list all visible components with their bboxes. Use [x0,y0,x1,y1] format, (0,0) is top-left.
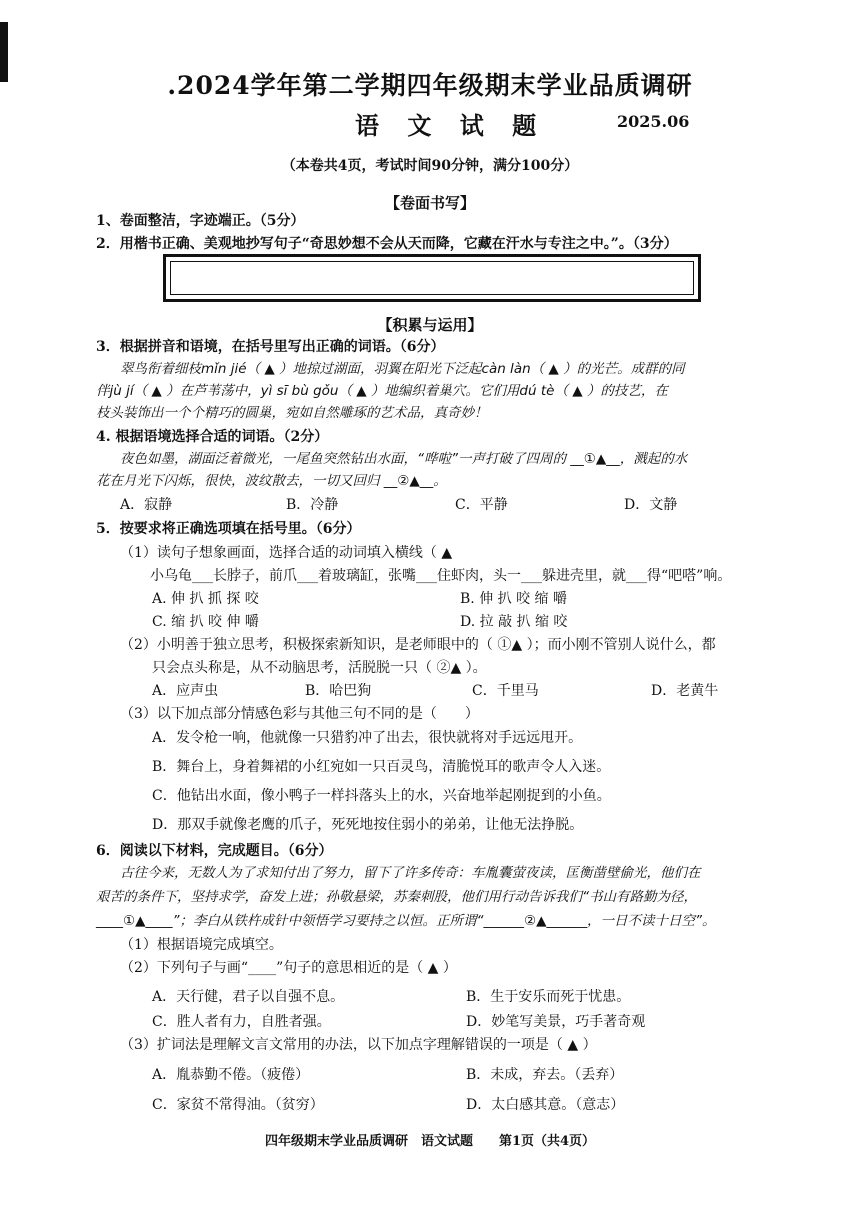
question-5-part-2-line-2: 只会点头称是，从不动脑思考，活脱脱一只（ ②▲ ）。 [152,660,487,676]
question-4-option-a[interactable]: A．寂静 [120,497,173,513]
question-5-3-option-a[interactable]: A．发令枪一响，他就像一只猎豹冲了出去，很快就将对手远远甩开。 [152,730,583,746]
question-5-1-option-b[interactable]: B. 伸 扒 咬 缩 嚼 [460,591,567,607]
question-6-2-option-a[interactable]: A．天行健，君子以自强不息。 [152,989,345,1005]
question-2: 2．用楷书正确、美观地抄写句子“奇思妙想不会从天而降，它藏在汗水与专注之中。”。（3分） [96,236,678,252]
question-6-sub-2: （2）下列句子与画“____”句子的意思相近的是（ ▲ ） [120,960,457,976]
exam-subject: 语 文 试 题 [355,111,547,140]
section-accumulation: 【积累与运用】 [377,316,483,334]
question-5-part-3: （3）以下加点部分情感色彩与其他三句不同的是（ ） [120,706,479,722]
question-5-part-1-text: 小乌龟___长脖子，前爪___着玻璃缸，张嘴___住虾肉，头一___躲进壳里，就___得“吧嗒”响。 [150,568,732,584]
question-6-line-2: 艰苦的条件下，坚持求学，奋发上进；孙敬悬梁，苏秦刺股，他们用行动告诉我们“书山有路勤为径， [96,889,697,905]
question-5-3-option-c[interactable]: C．他钻出水面，像小鸭子一样抖落头上的水，兴奋地举起刚捉到的小鱼。 [152,788,611,804]
question-6-line-1: 古往今来，无数人为了求知付出了努力，留下了许多传奇：车胤囊萤夜读，匡衡凿壁偷光，他们在 [120,865,701,881]
page-footer: 四年级期末学业品质调研 语文试题 第1页（共4页） [264,1134,596,1149]
question-6-sub-3: （3）扩词法是理解文言文常用的办法，以下加点字理解错误的一项是（ ▲ ） [120,1037,597,1053]
question-5-part-1: （1）读句子想象画面，选择合适的动词填入横线（ ▲ [120,545,453,561]
question-3-line-3: 枝头装饰出一个个精巧的圆巢，宛如自然雕琢的艺术品，真奇妙！ [96,405,488,421]
exam-title: .2024学年第二学期四年级期末学业品质调研 [167,71,693,100]
section-handwriting: 【卷面书写】 [384,194,475,212]
question-6-3-option-a[interactable]: A．胤恭勤不倦。（疲倦） [152,1067,310,1083]
question-4-option-b[interactable]: B．冷静 [286,497,339,513]
question-5-2-option-a[interactable]: A．应声虫 [152,683,219,699]
question-5-2-option-b[interactable]: B．哈巴狗 [305,683,372,699]
question-4-line-1: 夜色如墨，湖面泛着微光，一尾鱼突然钻出水面，“哗啦”一声打破了四周的 __①▲__，溅起的水 [120,451,688,467]
question-3-line-1: 翠鸟衔着细枝mǐn jié（ ▲ ）地掠过湖面，羽翼在阳光下泛起càn làn（ ▲ ）的光芒。成群的同 [120,361,685,377]
copy-writing-box[interactable] [163,254,701,302]
question-6-stem: 6．阅读以下材料，完成题目。（6分） [96,843,333,859]
question-5-3-option-d[interactable]: D．那双手就像老鹰的爪子，死死地按住弱小的弟弟，让他无法挣脱。 [152,817,584,833]
question-6-2-option-b[interactable]: B．生于安乐而死于忧患。 [466,989,631,1005]
question-6-2-option-d[interactable]: D．妙笔写美景，巧手著奇观 [466,1014,646,1030]
question-3-stem: 3．根据拼音和语境，在括号里写出正确的词语。（6分） [96,339,445,355]
question-5-3-option-b[interactable]: B．舞台上，身着舞裙的小红宛如一只百灵鸟，清脆悦耳的歌声令人入迷。 [152,759,611,775]
question-6-line-3: ____①▲____”；李白从铁杵成针中领悟学习要持之以恒。正所谓“______②▲______，一日不读十日空”。 [96,913,716,929]
question-5-2-option-c[interactable]: C．千里马 [472,683,539,699]
question-6-3-option-b[interactable]: B．未成，弃去。（丢弃） [466,1067,624,1083]
question-5-part-2-line-1: （2）小明善于独立思考，积极探索新知识，是老师眼中的（ ①▲ ）；而小刚不管别人说什么，都 [120,637,716,653]
question-5-1-option-a[interactable]: A. 伸 扒 抓 探 咬 [152,591,259,607]
question-1: 1、卷面整洁，字迹端正。（5分） [96,213,305,229]
question-6-sub-1: （1）根据语境完成填空。 [120,937,283,953]
question-6-3-option-c[interactable]: C．家贫不常得油。（贫穷） [152,1097,324,1113]
exam-note: （本卷共4页，考试时间90分钟，满分100分） [281,158,579,174]
question-4-option-c[interactable]: C．平静 [455,497,508,513]
question-6-2-option-c[interactable]: C．胜人者有力，自胜者强。 [152,1014,331,1030]
question-5-1-option-d[interactable]: D. 拉 敲 扒 缩 咬 [460,614,568,630]
question-5-2-option-d[interactable]: D．老黄牛 [651,683,719,699]
question-5-stem: 5．按要求将正确选项填在括号里。（6分） [96,521,361,537]
question-4-stem: 4. 根据语境选择合适的词语。（2分） [96,429,329,445]
question-4-line-2: 花在月光下闪烁，很快，波纹散去，一切又回归 __②▲__。 [96,473,447,489]
question-4-option-d[interactable]: D．文静 [624,497,678,513]
question-6-3-option-d[interactable]: D．太白感其意。（意志） [466,1097,625,1113]
question-5-1-option-c[interactable]: C. 缩 扒 咬 伸 嚼 [152,614,259,630]
question-3-line-2: 伴jù jí（ ▲ ）在芦苇荡中，yì sī bù gǒu（ ▲ ）地编织着巢穴。它们用dú tè（ ▲ ）的技艺，在 [96,383,668,399]
exam-date: 2025.06 [617,112,690,131]
